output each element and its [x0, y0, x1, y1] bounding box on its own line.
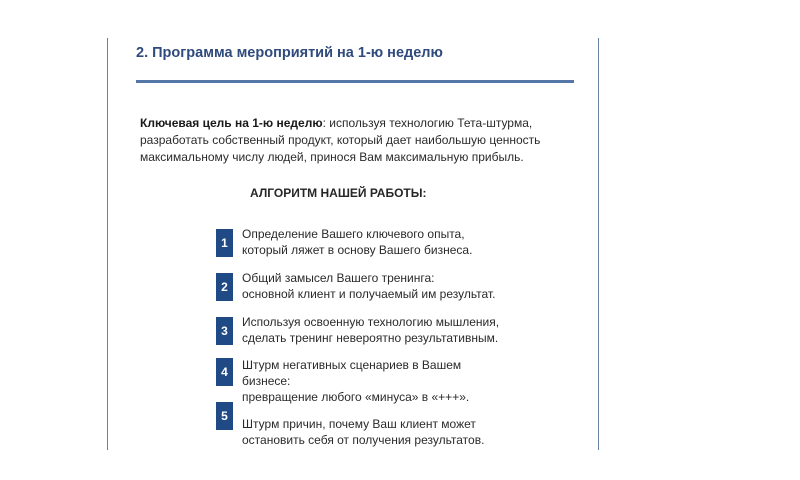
step-line: остановить себя от получения результатов. [242, 433, 485, 447]
step-line: сделать тренинг невероятно результативным. [242, 331, 499, 345]
step-line: основной клиент и получаемый им результат. [242, 287, 496, 301]
step-line: бизнесе: [242, 374, 291, 388]
step-line: который ляжет в основу Вашего бизнеса. [242, 243, 473, 257]
step-line: Штурм причин, почему Ваш клиент может [242, 417, 476, 431]
step-line: Общий замысел Вашего тренинга: [242, 271, 435, 285]
step-number-badge: 1 [216, 229, 233, 257]
algorithm-heading: АЛГОРИТМ НАШЕЙ РАБОТЫ: [250, 186, 427, 200]
step-text [242, 314, 572, 346]
step-text [242, 270, 572, 302]
step-text [242, 416, 572, 448]
step-line: Определение Вашего ключевого опыта, [242, 227, 465, 241]
step-line: Используя освоенную технологию мышления, [242, 315, 500, 329]
goal-label: Ключевая цель на 1-ю неделю [140, 116, 323, 130]
step-number-badge: 2 [216, 273, 233, 301]
step-text [242, 226, 572, 258]
goal-text: : используя технологию Тета-штурма, разработать собственный продукт, который дает наибольшую ценность максимальному числу людей, принося Вам максимальную прибыль. [140, 116, 541, 164]
page-title: 2. Программа мероприятий на 1-ю неделю [136, 45, 443, 61]
left-divider-line [107, 38, 108, 450]
step-line: Штурм негативных сценариев в Вашем [242, 358, 462, 372]
goal-paragraph [140, 115, 590, 166]
title-underline [136, 80, 574, 83]
step-text [242, 357, 572, 405]
step-number-badge: 4 [216, 358, 233, 386]
step-line: превращение любого «минуса» в «+++». [242, 390, 470, 404]
step-number-badge: 3 [216, 317, 233, 345]
right-divider-line [598, 38, 599, 450]
step-number-badge: 5 [216, 402, 233, 430]
